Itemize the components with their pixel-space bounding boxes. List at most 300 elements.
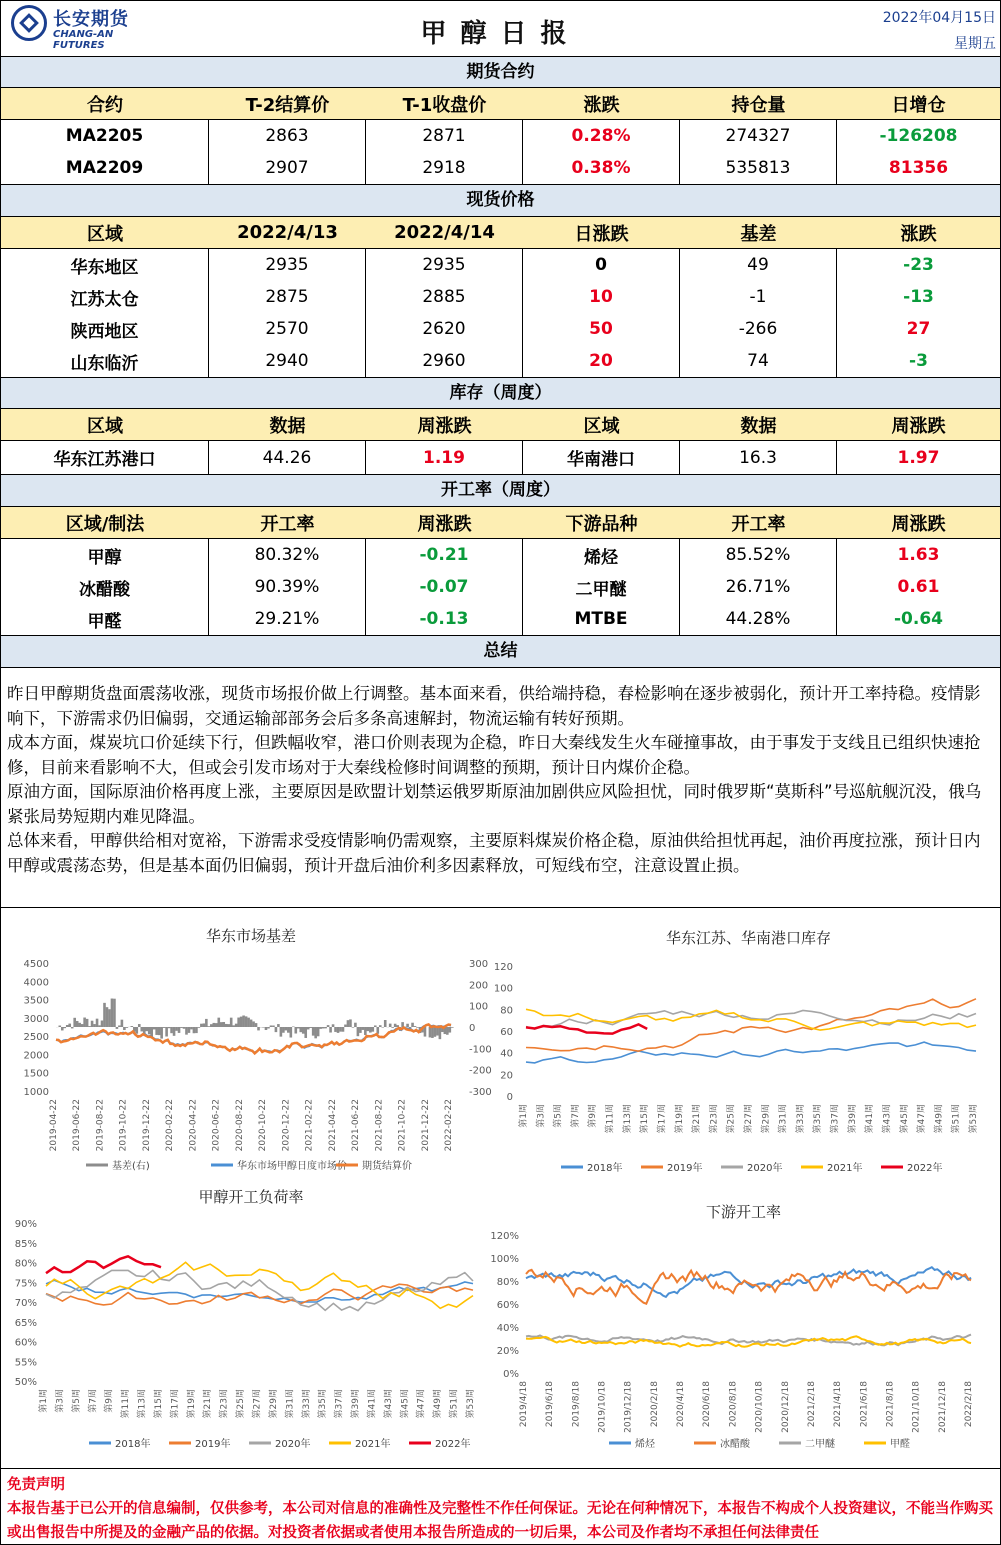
header-cell: 数据 — [740, 415, 777, 437]
summary-text — [1, 668, 1000, 908]
basis-bar — [86, 1019, 89, 1027]
header-cell: 周涨跌 — [891, 415, 946, 437]
table-cell: 0.38% — [523, 152, 680, 184]
table-row — [1, 152, 1000, 184]
table-cell: 2960 — [366, 345, 523, 377]
x-tick-label: 2019-06-22 — [72, 1099, 83, 1152]
x-tick-label: 2021-06-22 — [351, 1099, 362, 1152]
y-tick-label: 60 — [500, 1027, 513, 1038]
product-cell: 二甲醚 — [523, 571, 680, 603]
basis-bar — [222, 1022, 225, 1027]
header-cell: 区域 — [87, 223, 123, 245]
basis-bar — [145, 1027, 148, 1031]
summary-section-title: 总结 — [1, 635, 1000, 668]
table-cell: 2875 — [209, 281, 366, 313]
basis-bar — [297, 1027, 300, 1028]
summary-paragraph: 成本方面，煤炭坑口价延续下行，但跌幅收窄，港口价则表现为企稳，昨日大秦线发生火车碰撞事故，由于事发于支线且已组织快速抢修，目前来看影响不大，但或会引发市场对于大秦线检修时间调整的预期，预计日内煤价企稳。 — [7, 733, 981, 777]
basis-bar — [312, 1027, 315, 1036]
chart-title: 下游开工率 — [705, 1203, 781, 1221]
basis-bar — [255, 1023, 258, 1027]
basis-bar — [282, 1027, 285, 1033]
header-cell: 数据 — [269, 415, 306, 437]
basis-bar — [302, 1027, 305, 1034]
basis-bar — [106, 1007, 109, 1027]
table-cell: 29.21% — [209, 603, 366, 635]
basis-bar — [155, 1027, 158, 1035]
table-cell: -0.64 — [894, 609, 943, 629]
basis-bar — [180, 1027, 183, 1028]
y-tick-label: 0 — [506, 1092, 513, 1103]
x-tick-label: 第51周 — [449, 1389, 460, 1419]
basis-bar — [449, 1027, 452, 1033]
contract-cell: MA2209 — [1, 152, 209, 184]
basis-bar — [379, 1025, 382, 1027]
table-row — [1, 281, 1000, 313]
table-cell: 27 — [906, 319, 931, 339]
header-cell: 周涨跌 — [417, 513, 472, 535]
x-tick-label: 2019/6/18 — [545, 1381, 556, 1428]
series-2022 — [526, 1024, 647, 1033]
basis-bar — [416, 1027, 419, 1028]
x-tick-label: 第21周 — [692, 1104, 703, 1134]
basis-bar — [334, 1027, 337, 1032]
basis-bar — [324, 1027, 327, 1028]
table-row — [1, 249, 1000, 281]
x-tick-label: 2021-08-22 — [374, 1099, 385, 1152]
y-tick-label: 90% — [14, 1219, 37, 1230]
x-tick-label: 2020/6/18 — [702, 1381, 713, 1428]
x-tick-label: 第19周 — [186, 1389, 197, 1419]
header-cell: 周涨跌 — [891, 513, 946, 535]
basis-bar — [344, 1025, 347, 1027]
x-tick-label: 2020-02-22 — [165, 1099, 176, 1152]
header-cell: 合约 — [87, 94, 123, 116]
report-header — [1, 1, 1000, 57]
x-tick-label: 第31周 — [778, 1104, 789, 1134]
basis-bar — [367, 1027, 370, 1031]
table-cell: 44.28% — [680, 603, 837, 635]
basis-bar — [287, 1027, 290, 1033]
x-tick-label: 第27周 — [252, 1389, 263, 1419]
basis-bar — [262, 1027, 265, 1028]
x-tick-label: 第39周 — [847, 1104, 858, 1134]
basis-bar — [406, 1024, 409, 1027]
y-tick-label: 100 — [493, 983, 513, 995]
basis-bar — [131, 1026, 134, 1027]
x-tick-label: 2020-06-22 — [211, 1099, 222, 1152]
basis-bar — [265, 1027, 268, 1030]
basis-bar — [68, 1024, 71, 1027]
x-tick-label: 第25周 — [726, 1104, 737, 1134]
x-tick-label: 2020/10/18 — [754, 1381, 765, 1433]
basis-bar — [327, 1025, 330, 1027]
basis-bar — [329, 1027, 332, 1033]
table-cell: 1.19 — [366, 441, 523, 474]
basis-bar — [352, 1027, 355, 1028]
basis-bar — [280, 1027, 283, 1037]
header-cell: T-2结算价 — [245, 94, 330, 116]
x-tick-label: 第49周 — [934, 1104, 945, 1134]
basis-bar — [88, 1026, 91, 1027]
basis-bar — [83, 1018, 86, 1027]
basis-bar — [347, 1020, 350, 1027]
y2-tick-label: -300 — [469, 1087, 492, 1098]
x-tick-label: 第11周 — [605, 1104, 616, 1134]
basis-bar — [446, 1027, 449, 1035]
y-tick-label: 2000 — [23, 1050, 49, 1062]
table-cell: 49 — [680, 249, 837, 281]
basis-bar — [451, 1027, 454, 1028]
x-tick-label: 第17周 — [657, 1104, 668, 1134]
basis-bar — [178, 1027, 181, 1033]
x-tick-label: 2019-08-22 — [95, 1099, 106, 1152]
downstream-chart — [491, 1183, 996, 1463]
table-cell: -266 — [680, 313, 837, 345]
basis-bar — [270, 1025, 273, 1027]
table-cell: -0.21 — [366, 539, 523, 571]
table-cell: 81356 — [888, 158, 949, 178]
table-row — [1, 441, 1000, 474]
x-tick-label: 2020-04-22 — [188, 1099, 199, 1152]
table-cell: 0.61 — [897, 577, 940, 597]
table-cell: 80.32% — [209, 539, 366, 571]
basis-bar — [123, 1027, 126, 1030]
basis-bar — [163, 1027, 166, 1028]
basis-bar — [369, 1027, 372, 1033]
table-cell: 2907 — [209, 152, 366, 184]
basis-bar — [391, 1027, 394, 1028]
basis-bar — [160, 1027, 163, 1039]
basis-bar — [198, 1027, 201, 1028]
basis-bar — [247, 1018, 250, 1027]
basis-bar — [309, 1027, 312, 1028]
x-tick-label: 第25周 — [236, 1389, 247, 1419]
basis-bar — [394, 1024, 397, 1027]
x-tick-label: 2020/2/18 — [649, 1381, 660, 1428]
y-tick-label: 40% — [496, 1323, 519, 1334]
basis-bar — [215, 1023, 218, 1027]
table-cell: 535813 — [680, 152, 837, 184]
x-tick-label: 2019-10-22 — [118, 1099, 129, 1152]
header-cell: 持仓量 — [731, 94, 786, 116]
basis-bar — [436, 1027, 439, 1036]
x-tick-label: 第1周 — [39, 1389, 49, 1413]
x-tick-label: 第23周 — [219, 1389, 230, 1419]
table-row — [1, 539, 1000, 571]
table-row — [1, 120, 1000, 152]
basis-bar — [111, 999, 114, 1027]
basis-bar — [93, 1024, 96, 1027]
x-tick-label: 2020-10-22 — [258, 1099, 269, 1152]
y-tick-label: 120 — [493, 962, 513, 973]
x-tick-label: 第5周 — [71, 1389, 82, 1413]
summary-paragraph: 总体来看，甲醇供给相对宽裕，下游需求受疫情影响仍需观察，主要原料煤炭价格企稳，原油供给担忧再起，油价再度拉涨，预计日内甲醇或震荡态势，但是基本面仍旧偏弱，预计开盘后油价利多因素释放，可短线布空，注意设置止损。 — [7, 831, 981, 875]
x-tick-label: 第21周 — [203, 1389, 214, 1419]
basis-bar — [103, 1003, 106, 1027]
header-cell: 下游品种 — [565, 513, 638, 535]
x-tick-label: 2021-04-22 — [327, 1099, 338, 1152]
x-tick-label: 第53周 — [969, 1104, 979, 1134]
x-tick-label: 2021/6/18 — [859, 1381, 870, 1428]
x-tick-label: 2020/8/18 — [728, 1381, 739, 1428]
x-tick-label: 第41周 — [865, 1104, 876, 1134]
basis-bar — [384, 1020, 387, 1027]
x-tick-label: 第5周 — [553, 1104, 564, 1128]
table-cell: 2935 — [366, 249, 523, 281]
x-tick-label: 第33周 — [301, 1389, 312, 1419]
basis-bar — [381, 1027, 384, 1028]
chart-title: 甲醇开工负荷率 — [198, 1188, 304, 1206]
header-cell: 日涨跌 — [574, 223, 629, 245]
x-tick-label: 第15周 — [153, 1389, 164, 1419]
y-tick-label: 80% — [496, 1277, 519, 1288]
basis-bar — [332, 1024, 335, 1027]
x-tick-label: 2019-04-22 — [49, 1099, 59, 1152]
x-tick-label: 2019/10/18 — [597, 1381, 608, 1433]
series-2022 — [46, 1256, 161, 1273]
x-tick-label: 第17周 — [170, 1389, 181, 1419]
basis-bar — [272, 1026, 275, 1027]
x-tick-label: 第49周 — [433, 1389, 444, 1419]
y-tick-label: 100% — [490, 1254, 519, 1265]
y-tick-label: 75% — [14, 1278, 37, 1290]
basis-bar — [58, 1026, 61, 1027]
y-tick-label: 4500 — [23, 959, 49, 970]
x-tick-label: 第1周 — [519, 1104, 529, 1128]
y-tick-label: 20 — [500, 1070, 513, 1082]
table-cell: -0.13 — [366, 603, 523, 635]
basis-bar — [429, 1027, 432, 1037]
x-tick-label: 第35周 — [318, 1389, 329, 1419]
basis-bar — [208, 1026, 211, 1027]
basis-bar — [173, 1027, 176, 1036]
x-tick-label: 第19周 — [674, 1104, 685, 1134]
table-cell: -13 — [903, 287, 934, 307]
table-cell: -1 — [680, 281, 837, 313]
basis-bar — [78, 1023, 81, 1027]
basis-bar — [374, 1025, 377, 1027]
legend-label: 2020年 — [747, 1163, 783, 1174]
table-cell: 2620 — [366, 313, 523, 345]
x-tick-label: 2020-12-22 — [281, 1099, 292, 1152]
y-tick-label: 65% — [14, 1317, 37, 1329]
logo-english-name: CHANG-AN FUTURES — [53, 29, 114, 51]
x-tick-label: 第39周 — [351, 1389, 362, 1419]
basis-bar — [362, 1027, 365, 1030]
basis-bar — [317, 1027, 320, 1036]
y-tick-label: 80 — [500, 1005, 513, 1017]
table-cell: 10 — [523, 281, 680, 313]
basis-bar — [193, 1027, 196, 1033]
basis-bar — [121, 1020, 124, 1027]
basis-bar — [153, 1027, 156, 1029]
basis-bar — [200, 1024, 203, 1027]
basis-bar — [190, 1027, 193, 1029]
y-tick-label: 4000 — [23, 977, 49, 989]
basis-bar — [165, 1027, 168, 1036]
x-tick-label: 2021/4/18 — [833, 1381, 844, 1428]
basis-bar — [232, 1025, 235, 1027]
spot-section-title: 现货价格 — [1, 184, 1000, 217]
basis-bar — [113, 999, 116, 1027]
disclaimer-title: 免责声明 — [7, 1477, 65, 1493]
header-cell: 2022/4/14 — [394, 222, 495, 243]
x-tick-label: 第35周 — [813, 1104, 824, 1134]
x-tick-label: 第7周 — [88, 1389, 99, 1413]
basis-bar — [66, 1025, 69, 1027]
region-cell: 华东地区 — [1, 249, 209, 281]
region-cell: 华南港口 — [523, 441, 680, 474]
basis-bar — [183, 1027, 186, 1029]
chart-title: 华东市场基差 — [205, 927, 296, 945]
header-cell: 区域/制法 — [65, 513, 145, 535]
basis-bar — [140, 1027, 143, 1031]
x-tick-label: 第43周 — [383, 1389, 394, 1419]
downstream-chart-svg — [491, 1183, 996, 1463]
x-tick-label: 第31周 — [285, 1389, 296, 1419]
basis-bar — [414, 1026, 417, 1027]
basis-bar — [213, 1023, 216, 1027]
y-tick-label: 50% — [14, 1377, 37, 1388]
basis-bar — [319, 1027, 322, 1029]
table-row — [1, 313, 1000, 345]
table-cell: 0 — [523, 249, 680, 281]
basis-bar — [277, 1024, 280, 1027]
basis-bar — [76, 1021, 79, 1027]
x-tick-label: 第3周 — [536, 1104, 547, 1128]
x-tick-label: 第47周 — [917, 1104, 928, 1134]
basis-chart — [11, 921, 491, 1181]
basis-bar — [322, 1027, 325, 1028]
basis-bar — [240, 1017, 243, 1027]
inventory-section-title: 库存（周度） — [1, 377, 1000, 409]
basis-bar — [357, 1027, 360, 1036]
table-cell: 20 — [523, 345, 680, 377]
table-cell: 274327 — [680, 120, 837, 152]
table-cell: 2935 — [209, 249, 366, 281]
basis-bar — [63, 1027, 66, 1028]
table-cell: 16.3 — [680, 441, 837, 474]
x-tick-label: 第33周 — [795, 1104, 806, 1134]
legend-label: 2022年 — [435, 1439, 471, 1450]
x-tick-label: 第37周 — [830, 1104, 841, 1134]
basis-bar — [290, 1027, 293, 1038]
basis-bar — [285, 1027, 288, 1030]
basis-bar — [275, 1027, 278, 1032]
region-cell: 冰醋酸 — [1, 571, 209, 603]
header-cell: 涨跌 — [900, 223, 937, 245]
header-cell: 2022/4/13 — [237, 222, 338, 243]
basis-bar — [61, 1027, 64, 1030]
table-cell: 2885 — [366, 281, 523, 313]
table-cell: 2871 — [366, 120, 523, 152]
basis-bar — [217, 1018, 220, 1027]
table-cell: -3 — [909, 351, 928, 371]
x-tick-label: 第3周 — [55, 1389, 66, 1413]
basis-bar — [235, 1024, 238, 1027]
load-chart — [11, 1183, 491, 1463]
header-cell: 周涨跌 — [417, 415, 472, 437]
basis-bar — [138, 1024, 141, 1027]
futures-header-row — [1, 88, 1000, 120]
futures-price-line — [56, 1024, 451, 1053]
table-cell: 90.39% — [209, 571, 366, 603]
basis-chart-svg — [11, 921, 491, 1181]
table-cell: 2863 — [209, 120, 366, 152]
basis-bar — [237, 1018, 240, 1027]
x-tick-label: 第45周 — [400, 1389, 411, 1419]
x-tick-label: 第47周 — [416, 1389, 427, 1419]
basis-bar — [227, 1024, 230, 1027]
y-tick-label: 120% — [490, 1231, 519, 1242]
table-row — [1, 571, 1000, 603]
header-cell: 开工率 — [260, 513, 315, 535]
basis-bar — [252, 1021, 255, 1027]
basis-bar — [354, 1023, 357, 1027]
operating-header-row — [1, 507, 1000, 539]
region-cell: 江苏太仓 — [1, 281, 209, 313]
contract-cell: MA2205 — [1, 120, 209, 152]
x-tick-label: 2022/2/18 — [964, 1381, 974, 1428]
legend-label: 冰醋酸 — [720, 1439, 750, 1450]
y2-tick-label: -100 — [469, 1044, 492, 1056]
legend-label: 2018年 — [587, 1163, 623, 1174]
legend-label: 2019年 — [667, 1163, 703, 1174]
table-cell: -23 — [903, 255, 934, 275]
basis-bar — [71, 1027, 74, 1028]
legend-label: 基差(右) — [112, 1161, 150, 1172]
series-2018 — [526, 1042, 976, 1063]
x-tick-label: 第13周 — [622, 1104, 633, 1134]
y2-tick-label: 200 — [469, 980, 489, 992]
x-tick-label: 2021/2/18 — [806, 1381, 817, 1428]
x-tick-label: 2021-02-22 — [304, 1099, 315, 1152]
y-tick-label: 3500 — [23, 995, 49, 1007]
x-tick-label: 2021-10-22 — [397, 1099, 408, 1152]
table-row — [1, 603, 1000, 635]
legend-label: 2022年 — [907, 1163, 943, 1174]
table-cell: 26.71% — [680, 571, 837, 603]
basis-bar — [73, 1018, 76, 1027]
x-tick-label: 第43周 — [882, 1104, 893, 1134]
legend-label: 2020年 — [275, 1439, 311, 1450]
report-title: 甲醇日报 — [420, 19, 581, 49]
region-cell: 甲醛 — [1, 603, 209, 635]
report-weekday: 星期五 — [954, 36, 996, 52]
legend-label: 2021年 — [355, 1439, 391, 1450]
basis-bar — [158, 1027, 161, 1035]
disclaimer-text: 本报告基于已公开的信息编制，仅供参考，本公司对信息的准确性及完整性不作任何保证。无论在何种情况下，本报告不构成个人投资建议，不能当作购买或出售报告中所提及的金融产品的依据。对投资者依据或者使用本报告所造成的一切后果，本公司及作者均不承担任何法律责任 — [7, 1501, 993, 1541]
basis-bar — [230, 1018, 233, 1027]
y-tick-label: 20% — [496, 1346, 519, 1357]
y-tick-label: 55% — [14, 1357, 37, 1369]
chart-title: 华东江苏、华南港口库存 — [665, 929, 831, 947]
basis-bar — [359, 1027, 362, 1033]
table-cell: -0.07 — [366, 571, 523, 603]
basis-bar — [168, 1027, 171, 1028]
inventory-chart — [493, 921, 996, 1181]
x-tick-label: 第7周 — [570, 1104, 581, 1128]
x-tick-label: 2020/4/18 — [676, 1381, 687, 1428]
y-tick-label: 3000 — [23, 1013, 49, 1025]
x-tick-label: 第9周 — [104, 1389, 115, 1413]
x-tick-label: 2021-12-22 — [420, 1099, 431, 1152]
x-tick-label: 2020/12/18 — [780, 1381, 791, 1433]
basis-bar — [185, 1027, 188, 1035]
disclaimer — [1, 1468, 1000, 1544]
basis-bar — [364, 1027, 367, 1035]
basis-bar — [299, 1027, 302, 1032]
